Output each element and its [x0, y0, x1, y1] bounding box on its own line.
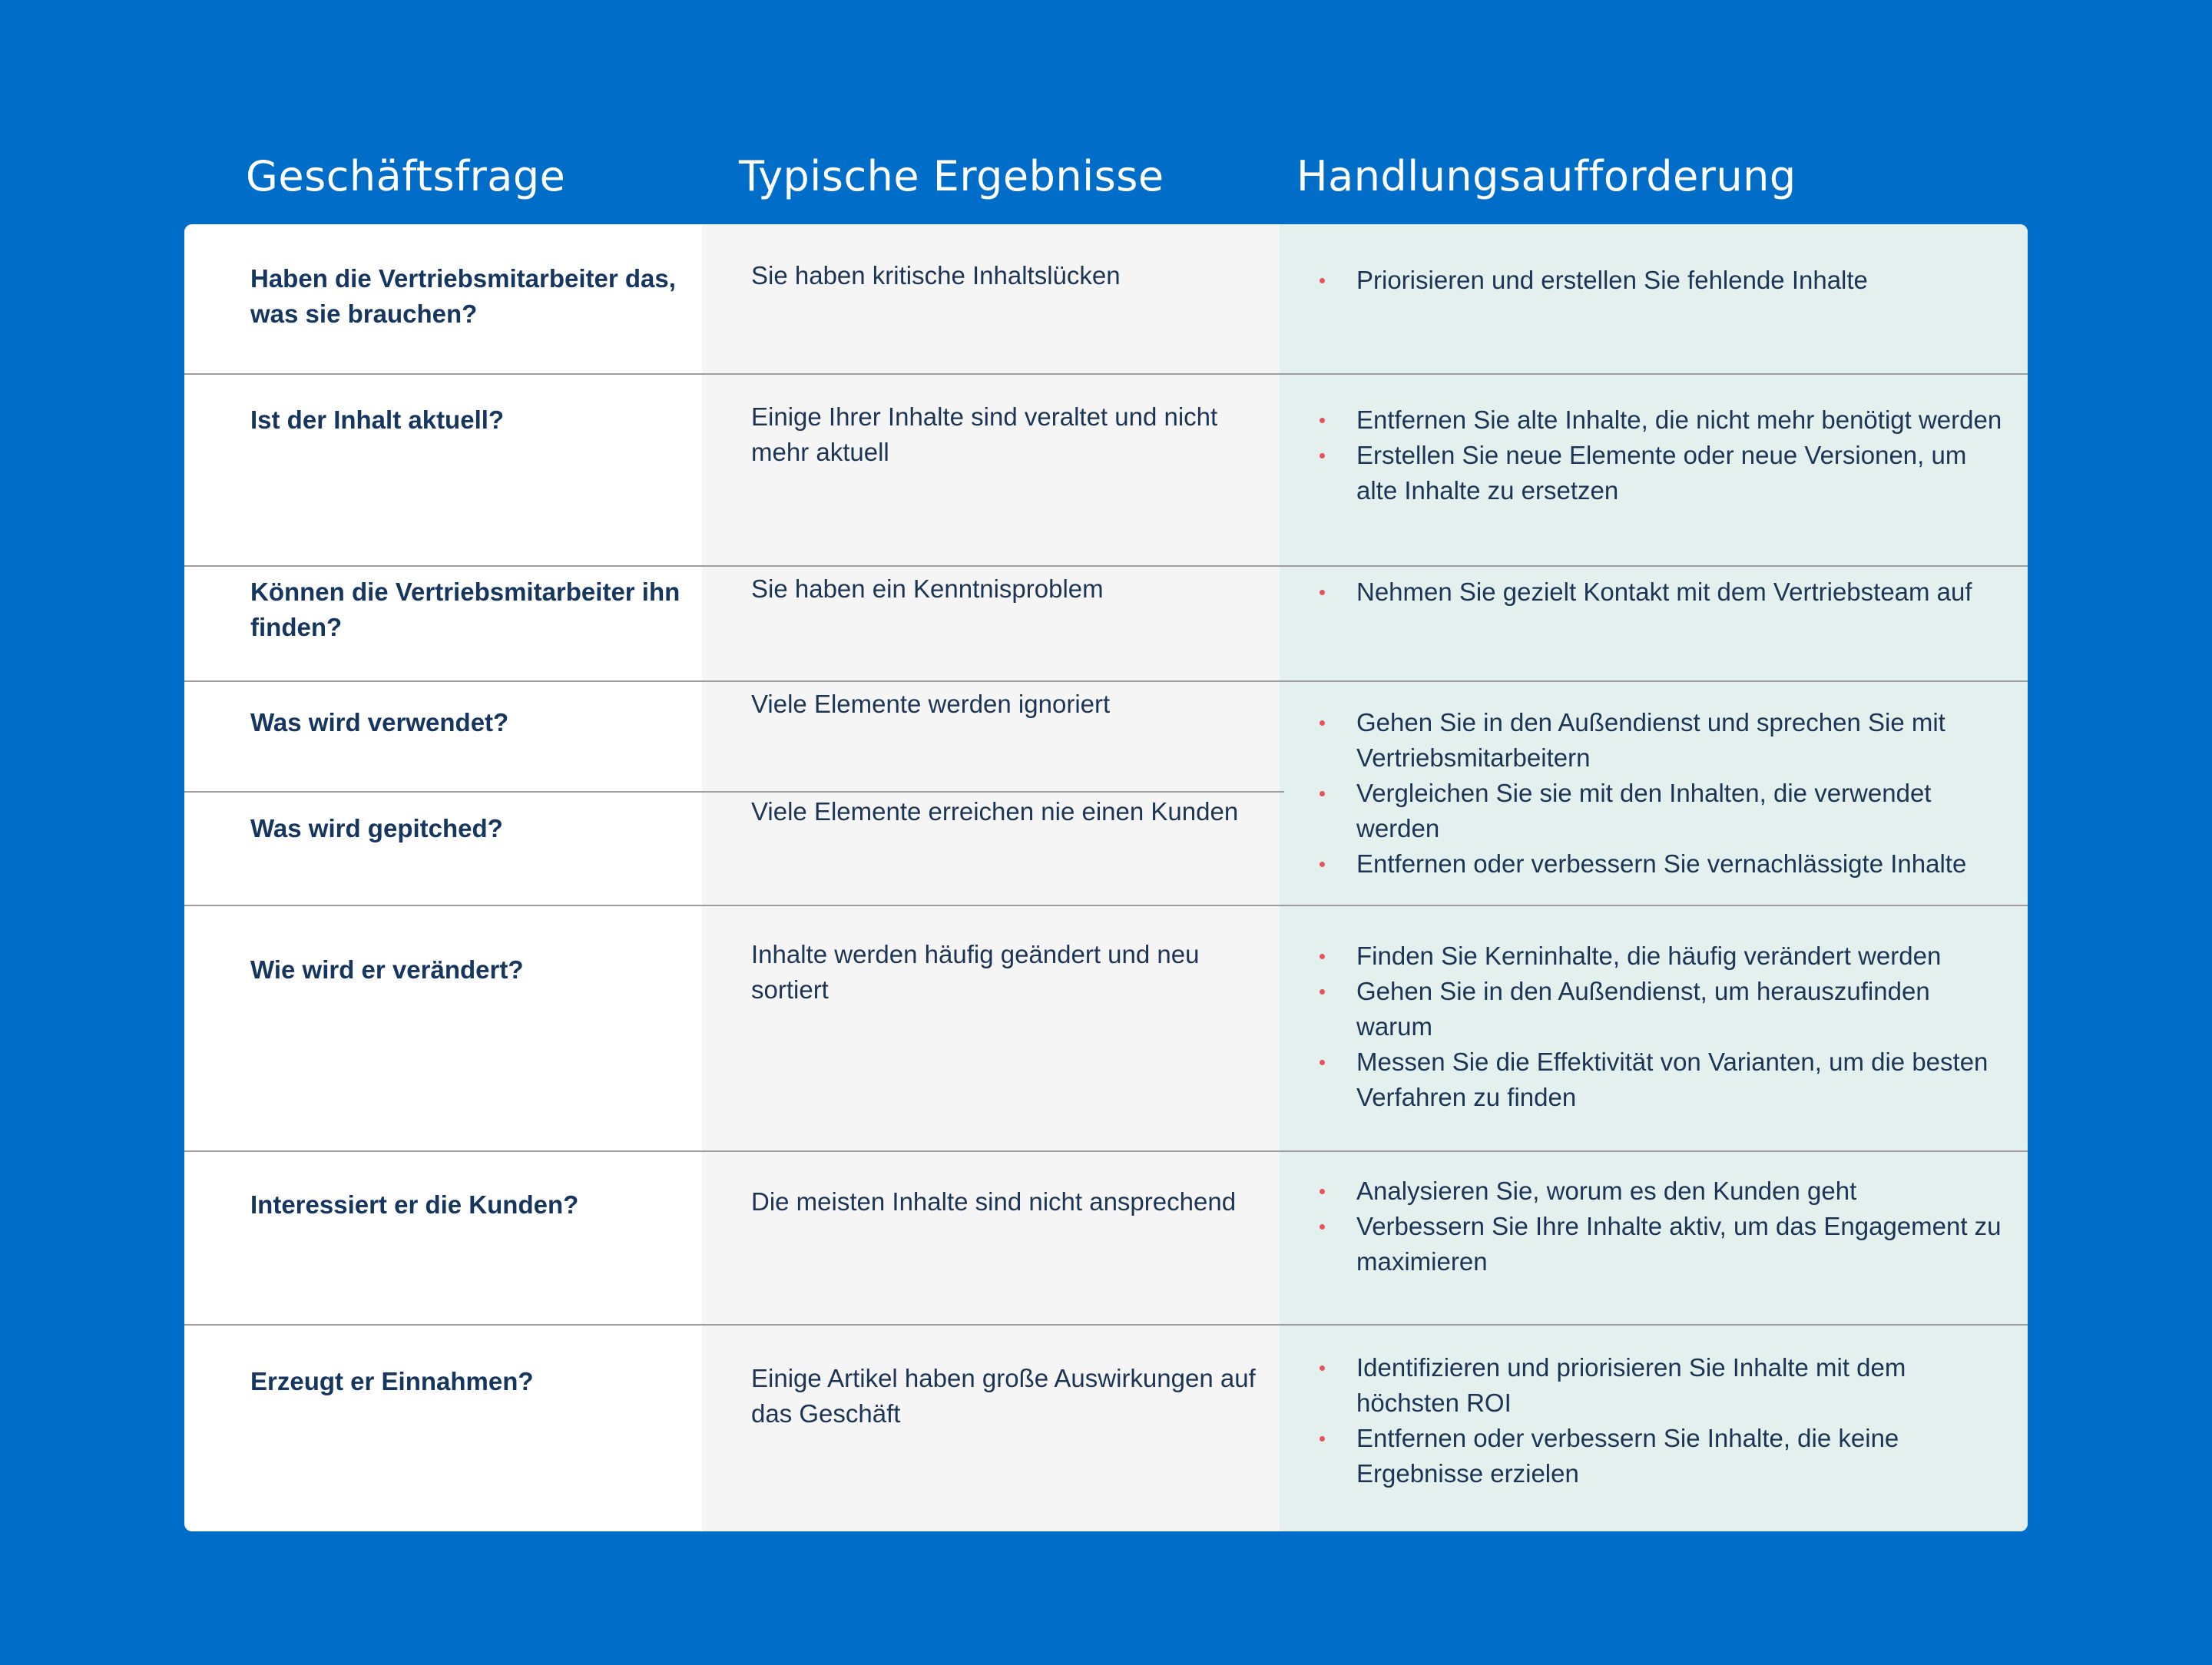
question-cell: Haben die Vertriebsmitarbeiter das, was sie brauchen?	[250, 264, 676, 328]
result-cell: Einige Artikel haben große Auswirkungen auf das Geschäft	[751, 1364, 1256, 1428]
action-text: Finden Sie Kerninhalte, die häufig verändert werden	[1356, 942, 1942, 970]
bullet-icon	[1320, 862, 1325, 867]
action-item	[1315, 1173, 2006, 1209]
result-cell: Viele Elemente erreichen nie einen Kunden	[751, 797, 1239, 826]
action-list	[1315, 938, 2006, 1115]
action-text: Priorisieren und erstellen Sie fehlende Inhalte	[1356, 266, 1868, 294]
action-list	[1315, 574, 2006, 610]
question-cell: Wie wird er verändert?	[250, 955, 524, 984]
action-text: Entfernen oder verbessern Sie vernachlässigte Inhalte	[1356, 849, 1967, 878]
result-cell: Viele Elemente werden ignoriert	[751, 690, 1111, 718]
header-action: Handlungsaufforderung	[1296, 152, 1796, 200]
question-cell: Was wird gepitched?	[250, 814, 503, 842]
row-divider-partial	[184, 791, 1284, 793]
header-question: Geschäftsfrage	[246, 152, 566, 200]
result-cell: Sie haben kritische Inhaltslücken	[751, 261, 1121, 290]
row-divider	[184, 565, 2028, 567]
question-cell: Können die Vertriebsmitarbeiter ihn finden?	[250, 578, 680, 641]
bullet-icon	[1320, 1189, 1325, 1194]
result-cell: Die meisten Inhalte sind nicht ansprechend	[751, 1187, 1237, 1216]
action-item	[1315, 1044, 2006, 1115]
bullet-icon	[1320, 989, 1325, 995]
result-cell: Sie haben ein Kenntnisproblem	[751, 574, 1104, 603]
bullet-icon	[1320, 954, 1325, 959]
question-cell: Was wird verwendet?	[250, 708, 509, 737]
action-item	[1315, 1209, 2006, 1279]
table-card	[184, 224, 2028, 1531]
action-item	[1315, 846, 2006, 882]
action-text: Analysieren Sie, worum es den Kunden geht	[1356, 1177, 1857, 1205]
action-text: Entfernen oder verbessern Sie Inhalte, die keine Ergebnisse erzielen	[1356, 1424, 1899, 1488]
bullet-icon	[1320, 1224, 1325, 1230]
action-item	[1315, 574, 2006, 610]
bullet-icon	[1320, 453, 1325, 458]
action-text: Nehmen Sie gezielt Kontakt mit dem Vertriebsteam auf	[1356, 578, 1972, 606]
action-item	[1315, 974, 2006, 1044]
action-text: Gehen Sie in den Außendienst, um herauszufinden warum	[1356, 977, 1930, 1041]
action-text: Identifizieren und priorisieren Sie Inhalte mit dem höchsten ROI	[1356, 1353, 1906, 1417]
row-divider	[184, 1324, 2028, 1326]
row-divider	[184, 373, 2028, 375]
action-list	[1315, 263, 2006, 298]
bullet-icon	[1320, 1436, 1325, 1442]
action-item	[1315, 438, 2006, 508]
bullet-icon	[1320, 791, 1325, 796]
action-item	[1315, 402, 2006, 438]
action-item	[1315, 776, 2006, 846]
action-item	[1315, 705, 2006, 776]
action-list	[1315, 1173, 2006, 1279]
action-item	[1315, 1350, 2006, 1421]
header-results: Typische Ergebnisse	[739, 152, 1164, 200]
question-cell: Interessiert er die Kunden?	[250, 1190, 579, 1219]
bullet-icon	[1320, 418, 1325, 423]
result-cell: Inhalte werden häufig geändert und neu sortiert	[751, 940, 1200, 1004]
action-text: Messen Sie die Effektivität von Varianten, um die besten Verfahren zu finden	[1356, 1048, 1988, 1111]
action-text: Entfernen Sie alte Inhalte, die nicht mehr benötigt werden	[1356, 405, 2002, 434]
row-divider	[184, 1150, 2028, 1152]
action-text: Erstellen Sie neue Elemente oder neue Versionen, um alte Inhalte zu ersetzen	[1356, 441, 1967, 505]
action-list	[1315, 1350, 2006, 1491]
bullet-icon	[1320, 1365, 1325, 1371]
question-cell: Ist der Inhalt aktuell?	[250, 405, 505, 434]
bullet-icon	[1320, 278, 1325, 283]
question-cell: Erzeugt er Einnahmen?	[250, 1367, 534, 1395]
action-item	[1315, 263, 2006, 298]
action-text: Gehen Sie in den Außendienst und sprechen Sie mit Vertriebsmitarbeitern	[1356, 708, 1945, 772]
row-divider	[184, 905, 2028, 906]
bullet-icon	[1320, 590, 1325, 595]
action-text: Verbessern Sie Ihre Inhalte aktiv, um das Engagement zu maximieren	[1356, 1212, 2002, 1276]
action-item	[1315, 1421, 2006, 1491]
bullet-icon	[1320, 720, 1325, 726]
action-list	[1315, 705, 2006, 882]
row-divider	[184, 680, 2028, 682]
result-cell: Einige Ihrer Inhalte sind veraltet und nicht mehr aktuell	[751, 402, 1218, 466]
action-item	[1315, 938, 2006, 974]
bullet-icon	[1320, 1060, 1325, 1065]
action-text: Vergleichen Sie sie mit den Inhalten, die verwendet werden	[1356, 779, 1932, 842]
action-list	[1315, 402, 2006, 508]
